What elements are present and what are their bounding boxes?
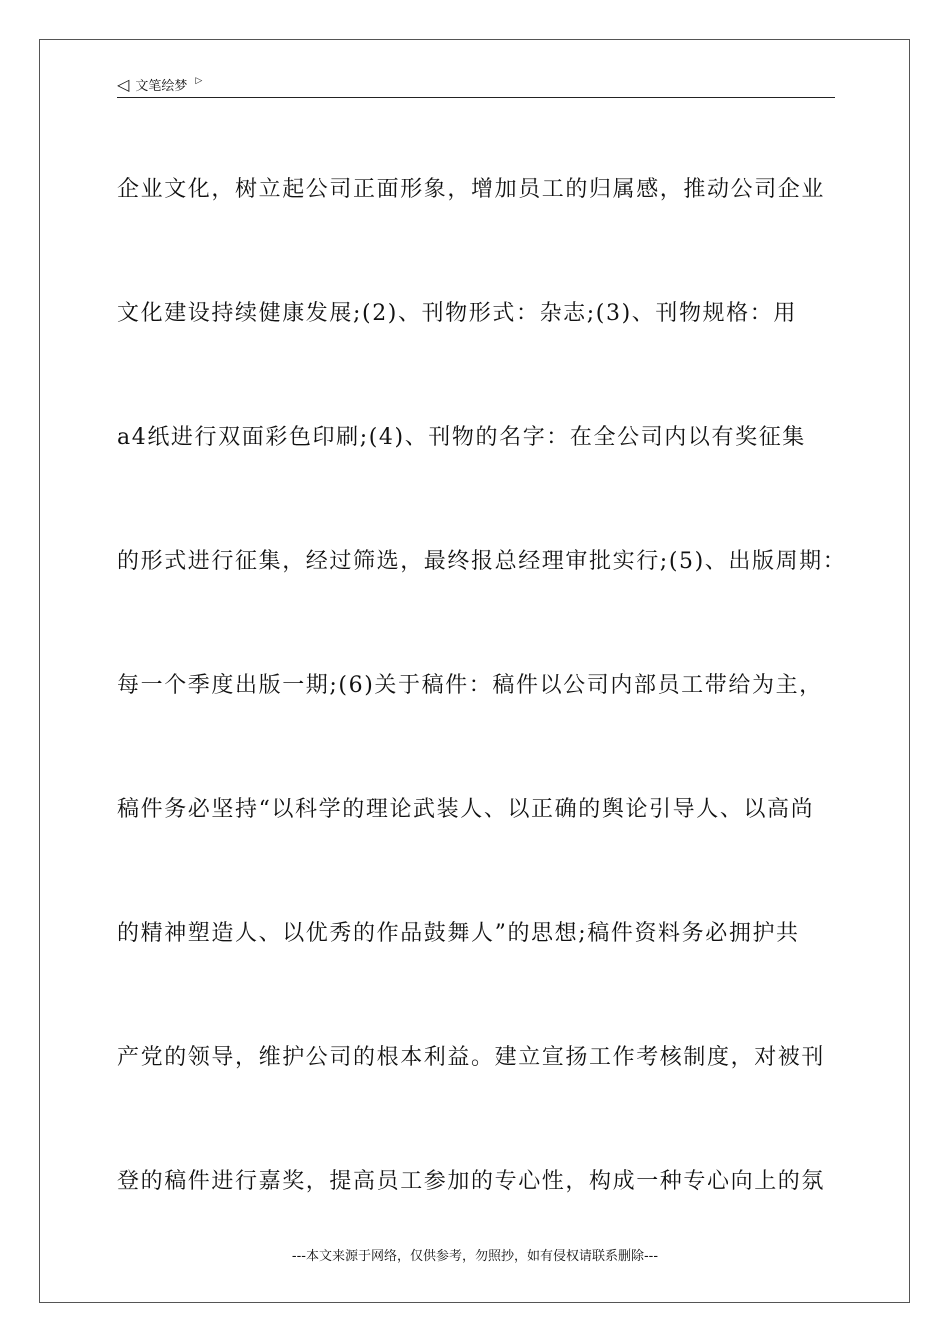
- body-line: 稿件务必坚持“以科学的理论武装人、以正确的舆论引导人、以高尚: [117, 797, 815, 822]
- page-header: [117, 72, 835, 98]
- body-line: 产党的领导，维护公司的根本利益。建立宣扬工作考核制度，对被刊: [117, 1045, 826, 1070]
- triangle-left-icon: ◁: [117, 74, 130, 94]
- body-line: 的精神塑造人、以优秀的作品鼓舞人”的思想;稿件资料务必拥护共: [117, 921, 800, 946]
- header-title: 文笔绘梦: [135, 79, 188, 94]
- body-line: 登的稿件进行嘉奖，提高员工参加的专心性，构成一种专心向上的氛: [117, 1169, 826, 1194]
- body-line: 每一个季度出版一期;(6)关于稿件：稿件以公司内部员工带给为主，: [117, 673, 823, 698]
- body-line: a4纸进行双面彩色印刷;(4)、刊物的名字：在全公司内以有奖征集: [117, 425, 806, 450]
- page-footer: ---本文来源于网络，仅供参考，勿照抄，如有侵权请联系删除---: [291, 1249, 659, 1264]
- triangle-right-icon: ▷: [195, 76, 203, 86]
- document-body: [117, 128, 852, 1244]
- body-line: 企业文化，树立起公司正面形象，增加员工的归属感，推动公司企业: [117, 177, 826, 202]
- body-line: 文化建设持续健康发展;(2)、刊物形式：杂志;(3)、刊物规格：用: [117, 301, 797, 326]
- body-line: 的形式进行征集，经过筛选，最终报总经理审批实行;(5)、出版周期：: [117, 549, 847, 574]
